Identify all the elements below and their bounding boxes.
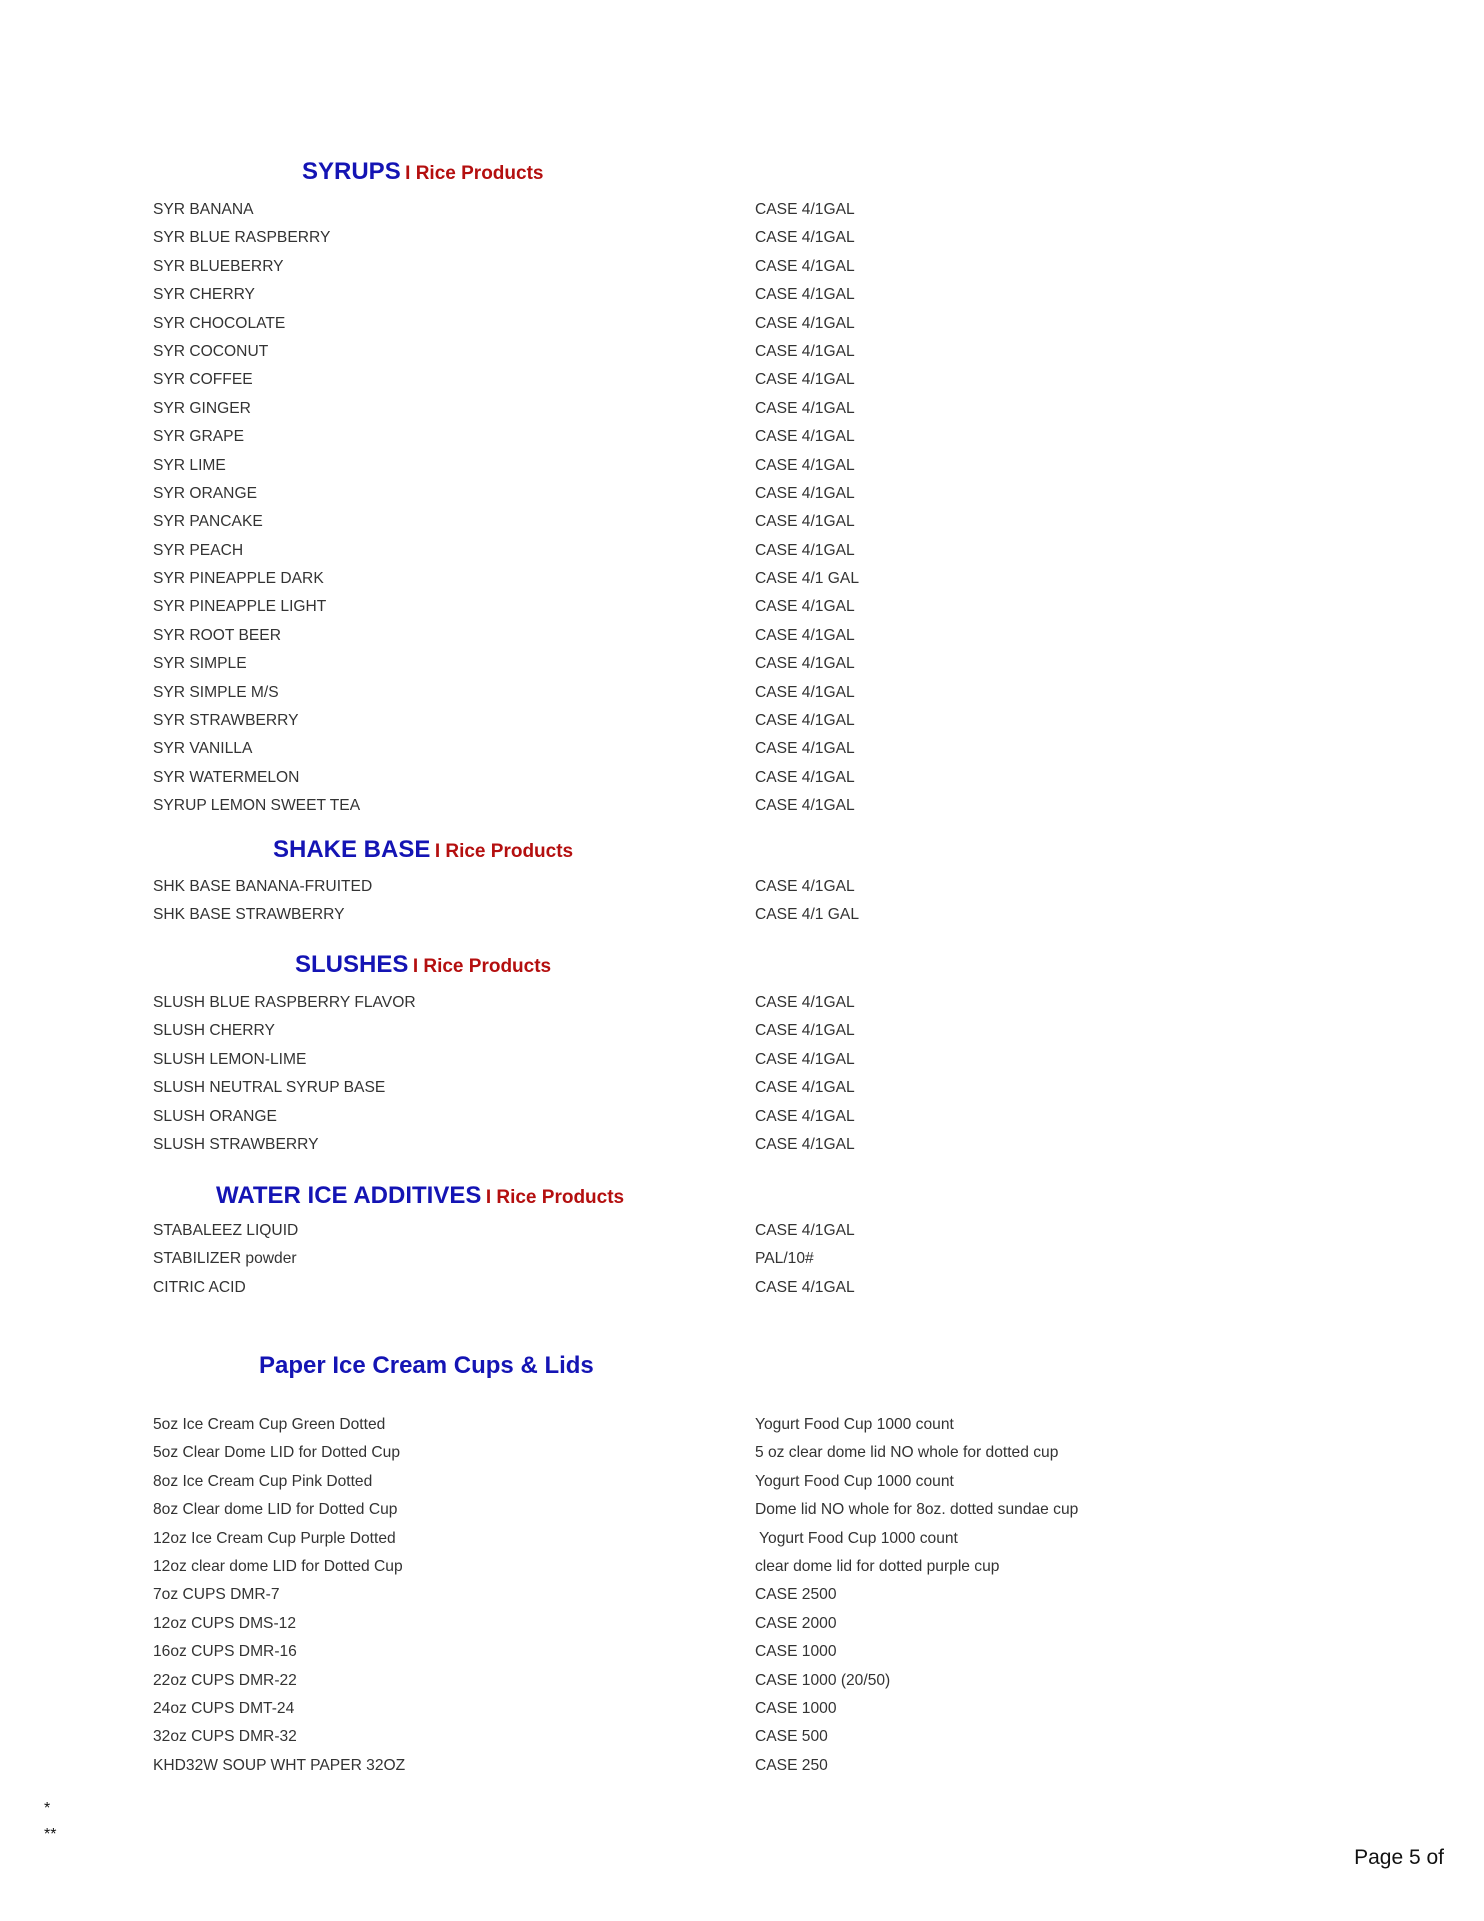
product-name: SYR SIMPLE M/S xyxy=(153,683,279,701)
product-name: 8oz Ice Cream Cup Pink Dotted xyxy=(153,1472,373,1490)
section-heading xyxy=(273,836,573,864)
product-name: SHK BASE STRAWBERRY xyxy=(153,906,345,924)
product-list xyxy=(0,989,1484,1159)
product-pack-size: CASE 4/1GAL xyxy=(755,1079,855,1097)
product-pack-size: CASE 4/1GAL xyxy=(755,513,855,531)
product-list xyxy=(0,1411,1484,1780)
product-name: 12oz Ice Cream Cup Purple Dotted xyxy=(153,1529,396,1547)
product-pack-size: CASE 4/1GAL xyxy=(755,994,855,1011)
product-name: SYR WATERMELON xyxy=(153,768,300,786)
product-name: SYR SIMPLE xyxy=(153,655,247,673)
product-name: 16oz CUPS DMR-16 xyxy=(153,1643,297,1661)
product-name: SYR PINEAPPLE LIGHT xyxy=(153,598,327,616)
section-supplier: I Rice Products xyxy=(485,1187,625,1208)
product-name: 24oz CUPS DMT-24 xyxy=(153,1699,295,1717)
product-pack-size: CASE 4/1GAL xyxy=(755,541,855,559)
product-pack-size: CASE 4/1GAL xyxy=(755,1278,855,1296)
product-pack-size: CASE 4/1GAL xyxy=(755,1222,855,1239)
section-title: SLUSHES xyxy=(295,951,409,978)
product-row xyxy=(0,901,1484,929)
section-supplier: I Rice Products xyxy=(405,163,544,184)
product-name: CITRIC ACID xyxy=(153,1278,246,1296)
product-pack-size: CASE 4/1GAL xyxy=(755,878,855,895)
product-pack-size: CASE 4/1GAL xyxy=(755,712,855,730)
product-name: SYR BLUEBERRY xyxy=(153,257,284,275)
product-row xyxy=(0,1439,1484,1467)
section-supplier: I Rice Products xyxy=(412,956,552,977)
product-name: 8oz Clear dome LID for Dotted Cup xyxy=(153,1501,398,1519)
product-row xyxy=(0,622,1484,650)
product-pack-size: Yogurt Food Cup 1000 count xyxy=(755,1472,954,1490)
product-row xyxy=(0,650,1484,678)
product-row xyxy=(0,196,1484,224)
product-pack-size: CASE 4/1GAL xyxy=(755,655,855,673)
product-name: SLUSH CHERRY xyxy=(153,1022,275,1040)
product-row xyxy=(0,253,1484,281)
section-supplier: I Rice Products xyxy=(434,841,574,862)
product-pack-size: CASE 4/1GAL xyxy=(755,797,855,815)
page-number: Page 5 of xyxy=(1354,1846,1444,1869)
footer-star-double: ** xyxy=(44,1826,57,1843)
product-row xyxy=(0,1695,1484,1723)
product-name: KHD32W SOUP WHT PAPER 32OZ xyxy=(153,1756,406,1774)
product-list xyxy=(0,196,1484,821)
product-name: SYR CHOCOLATE xyxy=(153,314,286,332)
product-row xyxy=(0,1752,1484,1780)
product-row xyxy=(0,792,1484,820)
product-list xyxy=(0,1217,1484,1302)
product-pack-size: CASE 4/1GAL xyxy=(755,201,855,218)
product-pack-size: CASE 2000 xyxy=(755,1614,837,1632)
product-pack-size: CASE 4/1GAL xyxy=(755,314,855,332)
product-name: 5oz Ice Cream Cup Green Dotted xyxy=(153,1416,386,1433)
product-row xyxy=(0,1411,1484,1439)
product-name: SYR COFFEE xyxy=(153,371,253,389)
product-name: 22oz CUPS DMR-22 xyxy=(153,1671,297,1689)
product-row xyxy=(0,1553,1484,1581)
product-pack-size: PAL/10# xyxy=(755,1250,814,1268)
product-pack-size: CASE 4/1GAL xyxy=(755,428,855,446)
product-name: SYR PINEAPPLE DARK xyxy=(153,570,324,588)
product-pack-size: CASE 4/1GAL xyxy=(755,257,855,275)
product-row xyxy=(0,281,1484,309)
product-name: SLUSH ORANGE xyxy=(153,1107,277,1125)
product-name: SYR STRAWBERRY xyxy=(153,712,299,730)
product-pack-size: clear dome lid for dotted purple cup xyxy=(755,1557,1000,1575)
product-name: SYR CHERRY xyxy=(153,286,255,304)
product-row xyxy=(0,480,1484,508)
product-name: SYR ROOT BEER xyxy=(153,626,281,644)
product-row xyxy=(0,366,1484,394)
product-name: 12oz CUPS DMS-12 xyxy=(153,1614,296,1632)
product-row xyxy=(0,873,1484,901)
product-row xyxy=(0,1525,1484,1553)
product-pack-size: CASE 4/1GAL xyxy=(755,286,855,304)
product-name: SYR GINGER xyxy=(153,399,251,417)
product-name: 12oz clear dome LID for Dotted Cup xyxy=(153,1557,403,1575)
product-pack-size: CASE 4/1GAL xyxy=(755,229,855,247)
product-row xyxy=(0,1017,1484,1045)
section-heading xyxy=(295,951,551,979)
product-pack-size: CASE 1000 (20/50) xyxy=(755,1671,891,1689)
section-heading xyxy=(259,1352,594,1380)
product-pack-size: CASE 4/1GAL xyxy=(755,371,855,389)
product-name: SHK BASE BANANA-FRUITED xyxy=(153,878,373,895)
product-pack-size: CASE 4/1GAL xyxy=(755,1050,855,1068)
product-pack-size: CASE 4/1GAL xyxy=(755,399,855,417)
product-name: SYR COCONUT xyxy=(153,342,269,360)
section-title: SYRUPS xyxy=(302,158,401,185)
product-pack-size: CASE 4/1 GAL xyxy=(755,570,860,588)
product-row xyxy=(0,989,1484,1017)
product-name: STABILIZER powder xyxy=(153,1250,297,1268)
product-pack-size: CASE 4/1GAL xyxy=(755,683,855,701)
section-heading xyxy=(216,1182,624,1210)
product-name: SYR ORANGE xyxy=(153,484,257,502)
product-row xyxy=(0,1496,1484,1524)
product-pack-size: CASE 500 xyxy=(755,1728,828,1746)
product-name: SYR BANANA xyxy=(153,201,254,218)
product-pack-size: CASE 1000 xyxy=(755,1699,837,1717)
product-row xyxy=(0,338,1484,366)
product-name: 32oz CUPS DMR-32 xyxy=(153,1728,297,1746)
product-pack-size: CASE 250 xyxy=(755,1756,828,1774)
product-row xyxy=(0,1610,1484,1638)
product-list xyxy=(0,873,1484,930)
product-row xyxy=(0,1131,1484,1159)
product-pack-size: CASE 4/1GAL xyxy=(755,1022,855,1040)
product-name: SYRUP LEMON SWEET TEA xyxy=(153,797,361,815)
footer-star-single: * xyxy=(44,1800,51,1817)
product-row xyxy=(0,707,1484,735)
product-name: SYR GRAPE xyxy=(153,428,244,446)
product-row xyxy=(0,1581,1484,1609)
product-pack-size: CASE 4/1GAL xyxy=(755,598,855,616)
product-pack-size: CASE 4/1GAL xyxy=(755,456,855,474)
product-row xyxy=(0,1245,1484,1273)
product-row xyxy=(0,423,1484,451)
product-row xyxy=(0,452,1484,480)
product-pack-size: CASE 4/1GAL xyxy=(755,1107,855,1125)
product-row xyxy=(0,1217,1484,1245)
product-name: SLUSH NEUTRAL SYRUP BASE xyxy=(153,1079,386,1097)
product-name: SYR PEACH xyxy=(153,541,244,559)
product-pack-size: Yogurt Food Cup 1000 count xyxy=(755,1529,958,1547)
product-name: SLUSH BLUE RASPBERRY FLAVOR xyxy=(153,994,416,1011)
product-row xyxy=(0,1723,1484,1751)
product-row xyxy=(0,1667,1484,1695)
product-row xyxy=(0,1103,1484,1131)
product-row xyxy=(0,593,1484,621)
product-pack-size: CASE 4/1GAL xyxy=(755,768,855,786)
product-name: 5oz Clear Dome LID for Dotted Cup xyxy=(153,1444,401,1462)
product-row xyxy=(0,508,1484,536)
product-pack-size: Yogurt Food Cup 1000 count xyxy=(755,1416,954,1433)
product-row xyxy=(0,565,1484,593)
product-pack-size: 5 oz clear dome lid NO whole for dotted cup xyxy=(755,1444,1059,1462)
product-row xyxy=(0,679,1484,707)
product-pack-size: CASE 4/1GAL xyxy=(755,342,855,360)
product-pack-size: CASE 4/1GAL xyxy=(755,626,855,644)
product-row xyxy=(0,1468,1484,1496)
section-title: WATER ICE ADDITIVES xyxy=(216,1182,482,1209)
product-row xyxy=(0,310,1484,338)
product-pack-size: CASE 2500 xyxy=(755,1586,837,1604)
product-row xyxy=(0,735,1484,763)
product-name: SYR PANCAKE xyxy=(153,513,263,531)
product-pack-size: CASE 4/1 GAL xyxy=(755,906,860,924)
product-pack-size: CASE 4/1GAL xyxy=(755,1135,855,1153)
product-pack-size: CASE 1000 xyxy=(755,1643,837,1661)
product-name: SYR LIME xyxy=(153,456,226,474)
product-name: STABALEEZ LIQUID xyxy=(153,1222,299,1239)
product-row xyxy=(0,1274,1484,1302)
product-name: 7oz CUPS DMR-7 xyxy=(153,1586,280,1604)
product-row xyxy=(0,1074,1484,1102)
section-title: SHAKE BASE xyxy=(273,836,431,863)
product-row xyxy=(0,224,1484,252)
product-name: SYR BLUE RASPBERRY xyxy=(153,229,331,247)
section-heading xyxy=(302,158,543,186)
product-row xyxy=(0,1638,1484,1666)
product-name: SLUSH LEMON-LIME xyxy=(153,1050,307,1068)
product-row xyxy=(0,395,1484,423)
product-row xyxy=(0,537,1484,565)
product-row xyxy=(0,1046,1484,1074)
product-pack-size: Dome lid NO whole for 8oz. dotted sundae cup xyxy=(755,1501,1079,1519)
product-row xyxy=(0,764,1484,792)
product-pack-size: CASE 4/1GAL xyxy=(755,740,855,758)
product-name: SYR VANILLA xyxy=(153,740,253,758)
product-pack-size: CASE 4/1GAL xyxy=(755,484,855,502)
section-title: Paper Ice Cream Cups & Lids xyxy=(259,1352,594,1379)
product-name: SLUSH STRAWBERRY xyxy=(153,1135,319,1153)
